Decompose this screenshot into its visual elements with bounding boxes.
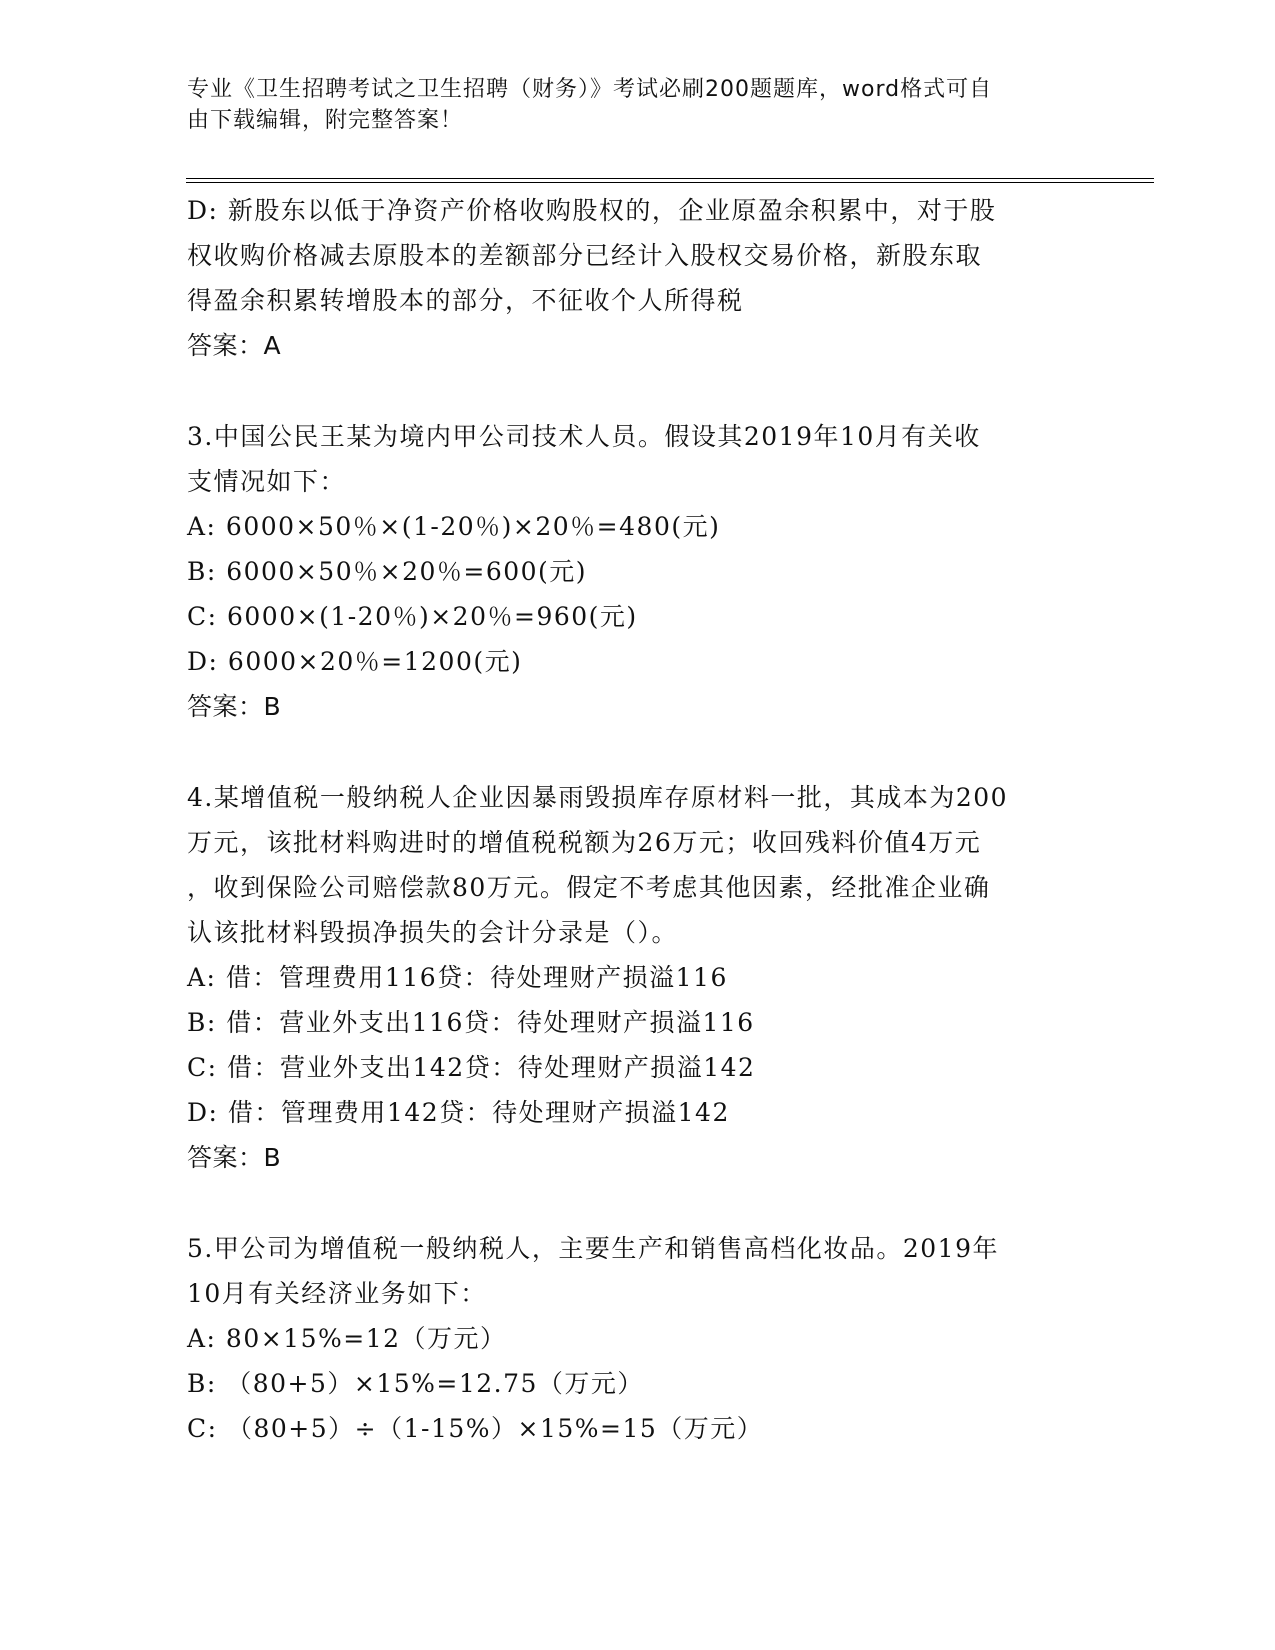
option-a: A: 6000×50％×(1-20％)×20％=480(元) — [187, 512, 721, 541]
option-c: C: 借：营业外支出142贷：待处理财产损溢142 — [187, 1053, 756, 1082]
question-stem-line: 4.某增值税一般纳税人企业因暴雨毁损库存原材料一批，其成本为200 — [187, 783, 1009, 812]
question-4 — [187, 775, 1087, 1180]
header-rule-bottom — [186, 182, 1154, 183]
option-d-line: D: 新股东以低于净资产价格收购股权的，企业原盈余积累中，对于股 — [187, 196, 997, 225]
question-spacer — [187, 729, 1087, 775]
option-b: B: 6000×50％×20％=600(元) — [187, 557, 588, 586]
option-b: B: （80+5）×15%=12.75（万元） — [187, 1369, 644, 1398]
question-3 — [187, 414, 1087, 729]
answer-label: 答案：B — [187, 1143, 282, 1172]
question-5 — [187, 1226, 1087, 1451]
question-stem-line: ，收到保险公司赔偿款80万元。假定不考虑其他因素，经批准企业确 — [187, 873, 991, 902]
option-d-line: 权收购价格减去原股本的差额部分已经计入股权交易价格，新股东取 — [187, 241, 983, 270]
question-stem-line: 万元，该批材料购进时的增值税税额为26万元；收回残料价值4万元 — [187, 828, 982, 857]
option-d: D: 借：管理费用142贷：待处理财产损溢142 — [187, 1098, 730, 1127]
question-content — [187, 188, 1087, 1451]
option-a: A: 80×15%=12（万元） — [187, 1324, 507, 1353]
question-spacer — [187, 368, 1087, 414]
option-c: C: （80+5）÷（1-15%）×15%=15（万元） — [187, 1414, 764, 1443]
question-stem-line: 5.甲公司为增值税一般纳税人，主要生产和销售高档化妆品。2019年 — [187, 1234, 999, 1263]
question-stem-line: 3.中国公民王某为境内甲公司技术人员。假设其2019年10月有关收 — [187, 422, 981, 451]
answer-label: 答案：B — [187, 692, 282, 721]
header-rule-top — [186, 178, 1154, 179]
option-b: B: 借：营业外支出116贷：待处理财产损溢116 — [187, 1008, 755, 1037]
question-stem-line: 认该批材料毁损净损失的会计分录是（）。 — [187, 918, 679, 947]
question-2-tail — [187, 188, 1087, 368]
answer-label: 答案：A — [187, 331, 282, 360]
header-line-2: 由下载编辑，附完整答案！ — [187, 108, 464, 133]
option-d-line: 得盈余积累转增股本的部分，不征收个人所得税 — [187, 286, 744, 315]
question-stem-line: 支情况如下： — [187, 467, 347, 496]
option-d: D: 6000×20％=1200(元) — [187, 647, 523, 676]
document-header — [187, 74, 1067, 136]
option-c: C: 6000×(1-20％)×20％=960(元) — [187, 602, 638, 631]
question-stem-line: 10月有关经济业务如下： — [187, 1279, 487, 1308]
question-spacer — [187, 1180, 1087, 1226]
header-line-1: 专业《卫生招聘考试之卫生招聘（财务）》考试必刷200题题库，word格式可自 — [187, 77, 993, 102]
option-a: A: 借：管理费用116贷：待处理财产损溢116 — [187, 963, 728, 992]
